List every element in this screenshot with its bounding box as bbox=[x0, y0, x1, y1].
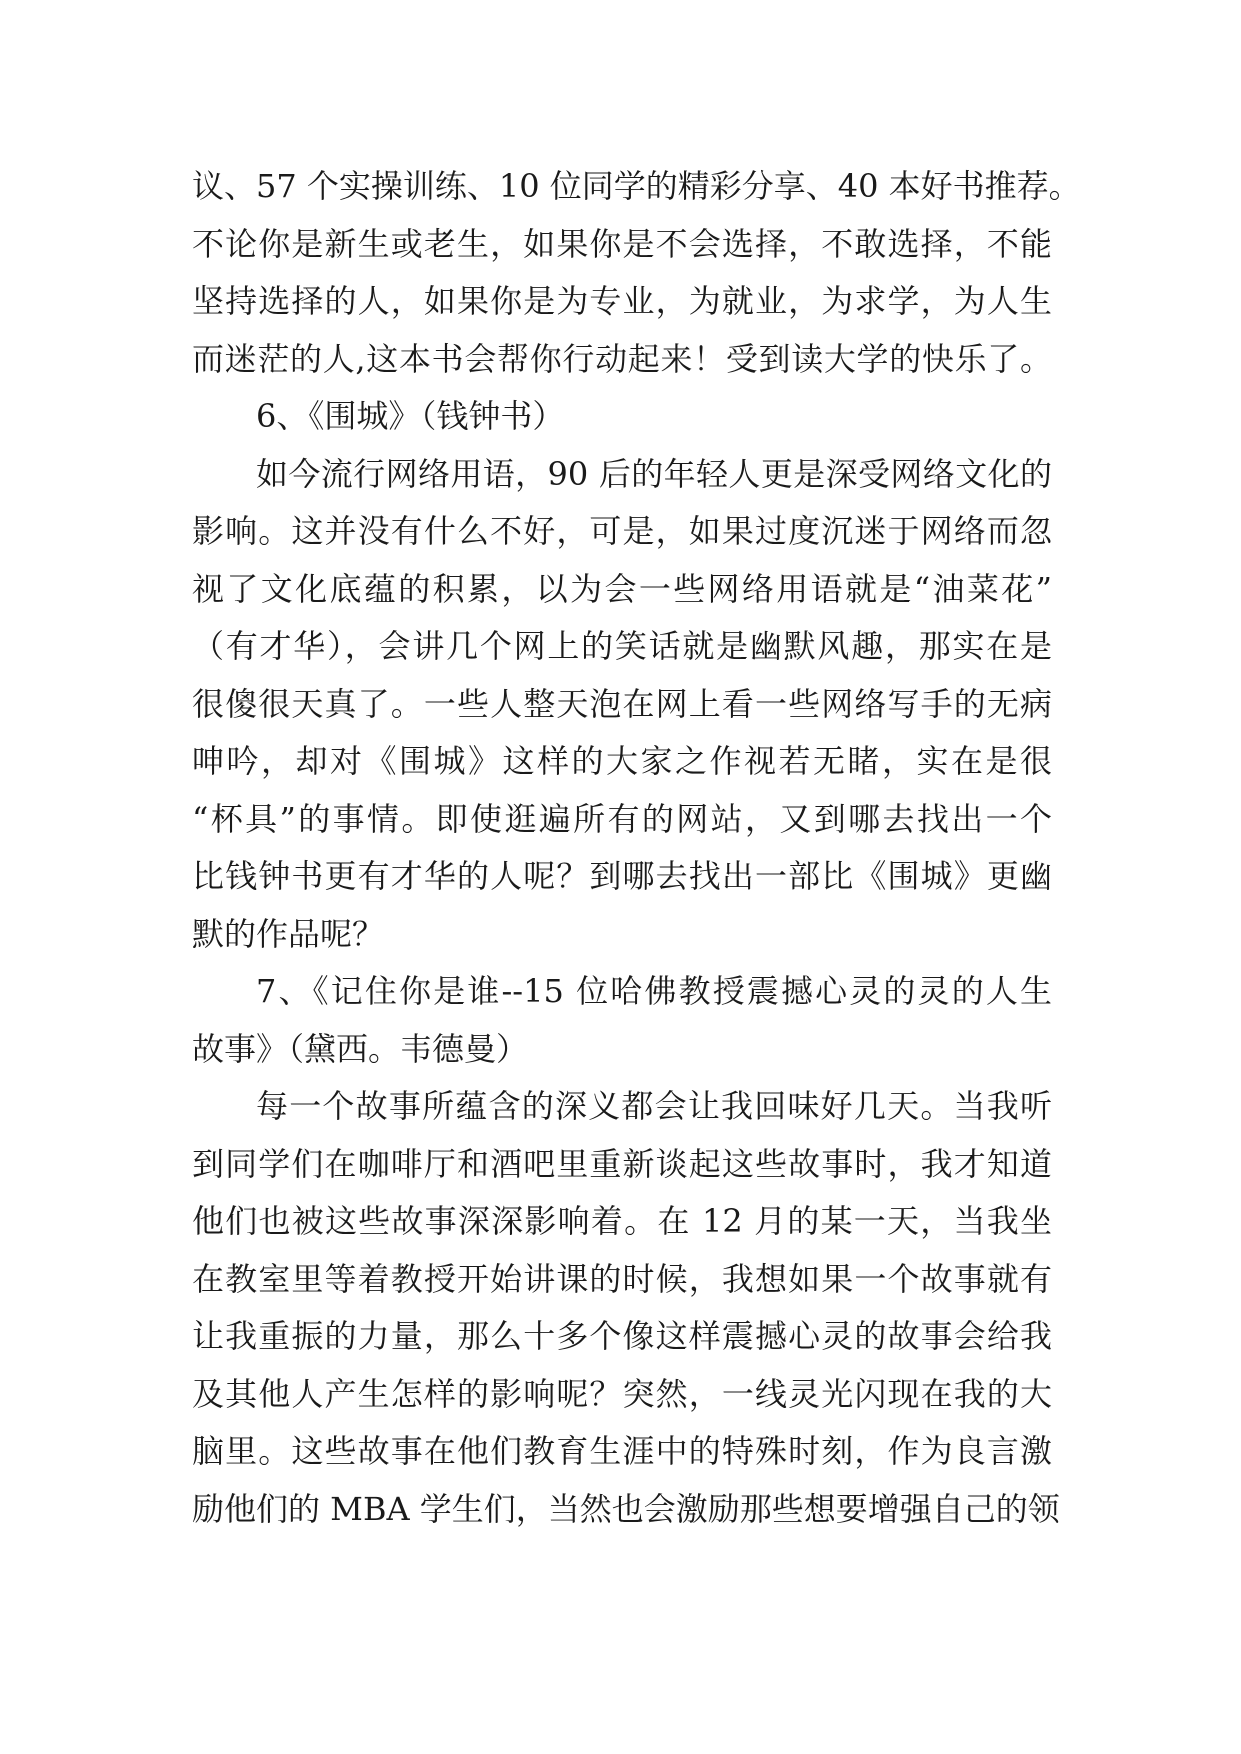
text-line: 视了文化底蕴的积累，以为会一些网络用语就是“油菜花” bbox=[192, 569, 1052, 608]
text-line: 如今流行网络用语，90 后的年轻人更是深受网络文化的 bbox=[256, 454, 1052, 493]
text-line: 影响。这并没有什么不好，可是，如果过度沉迷于网络而忽 bbox=[192, 512, 1052, 550]
text-line: “杯具”的事情。即使逛遍所有的网站，又到哪去找出一个 bbox=[192, 799, 1052, 838]
text-line: 比钱钟书更有才华的人呢？到哪去找出一部比《围城》更幽 bbox=[192, 857, 1052, 895]
text-line: 不论你是新生或老生，如果你是不会选择，不敢选择，不能 bbox=[192, 224, 1052, 263]
text-line: 在教室里等着教授开始讲课的时候，我想如果一个故事就有 bbox=[192, 1259, 1052, 1298]
text-line: 每一个故事所蕴含的深义都会让我回味好几天。当我听 bbox=[256, 1087, 1052, 1125]
text-line: 故事》（黛西。韦德曼） bbox=[192, 1029, 529, 1068]
text-line: 议、57 个实操训练、10 位同学的精彩分享、40 本好书推荐。 bbox=[192, 167, 1081, 205]
text-line: 而迷茫的人,这本书会帮你行动起来！受到读大学的快乐了。 bbox=[192, 339, 1052, 378]
text-line: 到同学们在咖啡厅和酒吧里重新谈起这些故事时，我才知道 bbox=[192, 1144, 1052, 1183]
text-line: 及其他人产生怎样的影响呢？突然，一线灵光闪现在我的大 bbox=[192, 1374, 1052, 1413]
text-line: （有才华），会讲几个网上的笑话就是幽默风趣，那实在是 bbox=[192, 627, 1052, 665]
document-body bbox=[192, 158, 1081, 1538]
text-line: 让我重振的力量，那么十多个像这样震撼心灵的故事会给我 bbox=[192, 1317, 1052, 1355]
text-line: 很傻很天真了。一些人整天泡在网上看一些网络写手的无病 bbox=[192, 684, 1052, 723]
text-line: 6、《围城》（钱钟书） bbox=[256, 397, 565, 435]
text-line: 呻吟，却对《围城》这样的大家之作视若无睹，实在是很 bbox=[192, 742, 1052, 780]
text-line: 默的作品呢？ bbox=[192, 914, 385, 953]
text-line: 7、《记住你是谁--15 位哈佛教授震撼心灵的灵的人生 bbox=[256, 972, 1052, 1010]
text-line: 励他们的 MBA 学生们，当然也会激励那些想要增强自己的领 bbox=[192, 1489, 1060, 1528]
text-line: 脑里。这些故事在他们教育生涯中的特殊时刻，作为良言激 bbox=[192, 1432, 1052, 1470]
text-line: 他们也被这些故事深深影响着。在 12 月的某一天，当我坐 bbox=[192, 1202, 1052, 1240]
text-line: 坚持选择的人，如果你是为专业，为就业，为求学，为人生 bbox=[192, 282, 1052, 320]
